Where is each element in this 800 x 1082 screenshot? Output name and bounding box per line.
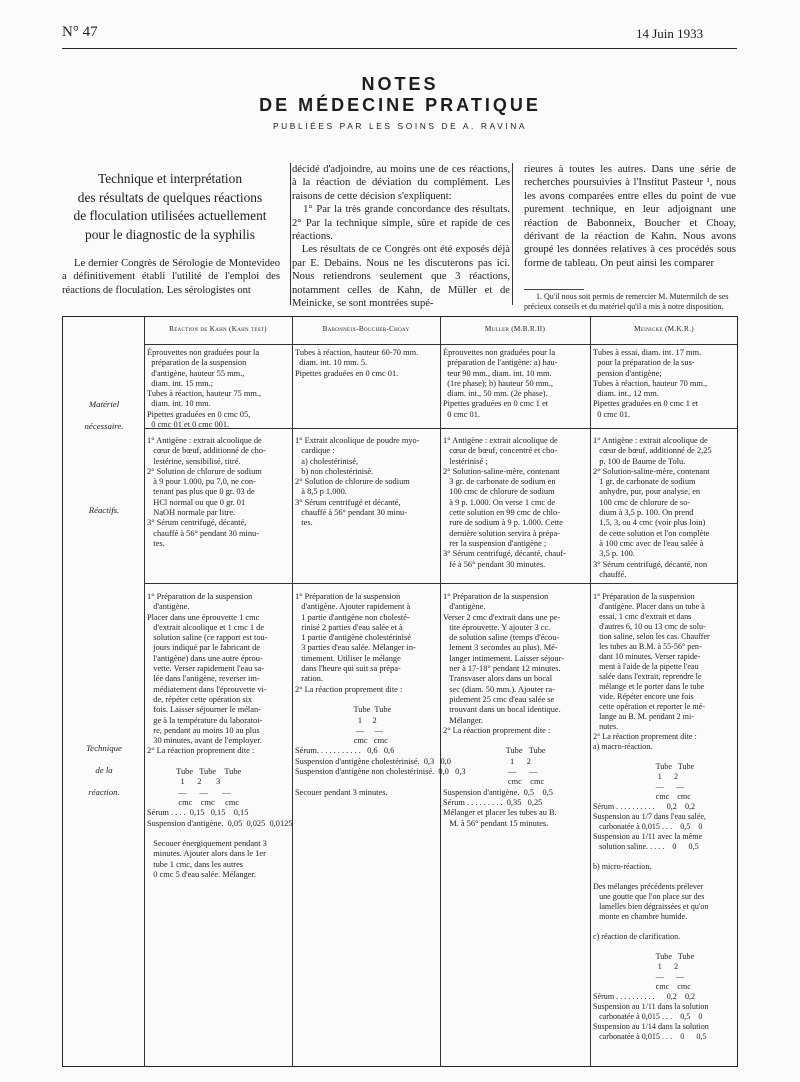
column-divider-1: [290, 163, 291, 305]
cell-technique-kahn: 1° Préparation de la suspension d'antigène. Placer dans une éprouvette 1 cmc d'extrait alcoolique et 1 cmc 1 de solution saline (ce rapport est tou- jours indiqué par le fabricant de l'antigène) dans une autre éprou- vette. Verser rapidement l'eau sa- lée dans l'antigène, reverser im- médiatement dans l'éprouvette vi- de, répéter cette opération six fois. Laisser séjourner le mélan- ge à la température du laboratoi- re, pendant au moins 10 au plus 30 minutes, avant de l'employer. 2° La réaction proprement dite : Tube Tube Tube 1 2 3 — — — cmc cmc cmc Sérum . . . . 0,15 0,15 0,15 Suspension d'antigène. 0,05 0,025 0,0125 Secouer énergiquement pendant 3 minutes. Ajouter alors dans le 1er tube 1 cmc, dans les autres 0 cmc 5 d'eau salée. Mélanger.: [147, 592, 293, 880]
header-kahn: Réaction de Kahn (Kahn test): [169, 325, 267, 333]
cell-materiel-muller: Éprouvettes non graduées pour la préparation de l'antigène: a) hau- teur 90 mm., diam. int. 10 mm. (1re phase); b) hauteur 50 mm., diam. int., 50 mm. (2e phase). Pipettes graduées en 0 cmc 1 et 0 cmc 01.: [443, 348, 558, 419]
cell-technique-meinicke: 1° Préparation de la suspension d'antigène. Placer dans un tube à essai, 1 cmc d'extrait et dans d'autres 6, 10 ou 13 cmc de solu- tion saline, selon les cas. Chauffer les tubes au B.M. à 55-56° pen- dant 10 minutes. Verser rapide- ment à l'aide de la pipette l'eau salée dans l'extrait, reprendre le mélange et le porter dans le tube vide. Répéter encore une fois cette opération et reporter le mé- lange au B. M. pendant 2 mi- nutes. 2° La réaction proprement dite : a) macro-réaction. Tube Tube 1 2 — — cmc cmc Sérum . . . . . . . . . . 0,2 0,2 Suspension au 1/7 dans l'eau salée, carbonatée à 0,015 . . . 0,5 0 Suspension au 1/11 avec la même solution saline. . . . . 0 0,5 b) micro-réaction. Des mélanges précédents prélever une goutte que l'on place sur des lamelles bien dégraissées et qu'on monte en chambre humide. c) réaction de clarification. Tube Tube 1 2 — — cmc cmc Sérum . . . . . . . . . . 0,2 0,2 Suspension au 1/11 dans la solution carbonatée à 0,015 . . . 0,5 0 Suspension au 1/14 dans la solution carbonatée à 0,015 . . . 0 0,5: [593, 592, 710, 1041]
masthead-subtitle: PUBLIÉES PAR LES SOINS DE A. RAVINA: [272, 121, 528, 131]
table-header-rule: [144, 344, 738, 345]
cell-reactifs-babonneix: 1° Extrait alcoolique de poudre myo- cardique : a) cholestérinisé, b) non cholestérinisé. 2° Solution de chlorure de sodium à 8,5 p 1.000. 3° Sérum centrifugé et décanté, chauffé à 56° pendant 30 minu- tes.: [295, 436, 420, 528]
article-column-3: rieures à toutes les autres. Dans une série de recherches poursuivies à l'Institut Pasteur ¹, nous les avons comparées entre elles du point de vue purement technique, en leur adjoignant une réaction de Babonneix, Boucher et Choay, dérivant de la réaction de Kahn. Nous avons groupé les données relatives à ces procédés sous forme de tableau. On peut ainsi les comparer: [524, 164, 736, 269]
header-meinicke: Meinicke (M.K.R.): [634, 325, 694, 333]
article-column-2: décidé d'adjoindre, au moins une de ces réactions, à la réaction de déviation du complément. Les raisons de cette décision s'expliquent: 1° Par la très grande concordance des résultats. 2° Par la technique simple, sûre et rapide de ces réactions. Les résultats de ce Congrès ont été exposés déjà par E. Debains. Nous ne les discuterons pas ici. Nous retiendrons seulement que 3 réactions, notamment celles de Kahn, de Müller et de Meinicke, se sont montrées supé-: [292, 164, 510, 310]
cell-materiel-meinicke: Tubes à essai, diam. int. 17 mm. pour la préparation de la sus- pension d'antigène; Tubes à réaction, hauteur 70 mm., diam. int., 12 mm. Pipettes graduées en 0 cmc 1 et 0 cmc 01.: [593, 348, 708, 419]
footnote-rule: [524, 289, 584, 290]
row-label-technique: Technique de la réaction.: [86, 743, 122, 797]
header-rule: [62, 48, 737, 49]
article-footnote: 1. Qu'il nous soit permis de remercier M. Mutermilch de ses précieux conseils et du matériel qu'il a mis à notre disposition.: [524, 292, 729, 311]
header-babonneix: Babonneix-Boucher-Choay: [322, 325, 410, 333]
table-row-rule-2: [144, 583, 738, 584]
article-title: Technique et interprétation des résultats de quelques réactions de floculation utilisées actuellement pour le diagnostic de la syphilis: [73, 171, 267, 242]
header-muller: Muller (M.B.R.II): [484, 325, 546, 333]
cell-technique-babonneix: 1° Préparation de la suspension d'antigène. Ajouter rapidement à 1 partie d'antigène non cholesté- rinisé 2 parties d'eau salée et à 1 partie d'antigène cholestérinisé 3 parties d'eau salée. Mélanger in- timement. Utiliser le mélange dans l'heure qui suit sa prépa- ration. 2° La réaction proprement dite : Tube Tube 1 2 — — cmc cmc Sérum. . . . . . . . . . . 0,6 0,6 Suspension d'antigène cholestérinisé. 0,3 0,0 Suspension d'antigène non cholestérinisé. 0,0 0,3 Secouer pendant 3 minutes.: [295, 592, 466, 797]
row-label-materiel: Matériel nécessaire.: [84, 399, 124, 431]
issue-number: N° 47: [62, 24, 98, 40]
masthead-title-line2: DE MÉDECINE PRATIQUE: [259, 95, 541, 115]
issue-date: 14 Juin 1933: [636, 26, 704, 41]
cell-reactifs-kahn: 1° Antigène : extrait alcoolique de cœur de bœuf, additionné de cho- lestérine, sensibilisé, titré. 2° Solution de chlorure de sodium à 9 pour 1.000, pu 7,0, ne con- tenant pas plus que 0 gr. 03 de HCl normal ou que 0 gr. 01 NaOH normale par litre. 3° Sérum centrifugé, décanté, chauffé à 56° pendant 30 minu- tes.: [147, 436, 266, 548]
article-column-1: Le dernier Congrès de Sérologie de Montevideo a définitivement établi l'utilité de l'emploi des réactions de floculation. Les sérologistes ont: [62, 258, 280, 296]
cell-reactifs-muller: 1° Antigène : extrait alcoolique de cœur de bœuf, concentré et cho- lestérinisé ; 2° Solution-saline-mère, contenant 3 gr. de carbonate de sodium en 100 cmc de chlorure de sodium à 9 p. 1.000. On verse 1 cmc de cette solution en 99 cmc de chlo- rure de sodium à 9 p. 1.000. Cette dernière solution servira à prépa- rer la suspension d'antigène ; 3° Sérum centrifugé, décanté, chauf- fé à 56° pendant 30 minutes.: [443, 436, 566, 569]
cell-reactifs-meinicke: 1° Antigène : extrait alcoolique de cœur de bœuf, additionné de 2,25 p. 100 de Baume de Tolu. 2° Solution-saline-mère, contenant 1 gr. de carbonate de sodium anhydre, pur, pour analyse, en 100 cmc de chlorure de so- dium à 3,5 p. 100. On prend 1,5, 3, ou 4 cmc (voir plus loin) de cette solution et l'on complète à 100 cmc avec de l'eau salée à 3,5 p. 100. 3° Sérum centrifugé, décanté, non chauffé.: [593, 436, 712, 579]
masthead-title-line1: NOTES: [361, 74, 439, 94]
cell-materiel-kahn: Éprouvettes non graduées pour la préparation de la suspension d'antigène, hauteur 55 mm., diam. int. 15 mm.; Tubes à réaction, hauteur 75 mm., diam. int. 10 mm. Pipettes graduées en 0 cmc 05, 0 cmc 01 et 0 cmc 001.: [147, 348, 262, 430]
cell-technique-muller: 1° Préparation de la suspension d'antigène. Verser 2 cmc d'extrait dans une pe- tite éprouvette. Y ajouter 3 cc. de solution saline (temps d'écou- lement 3 secondes au plus). Mé- langer intimement. Laisser séjour- ner à 17-18° pendant 12 minutes. Transvaser alors dans un bocal sec (diam. 50 mm.). Ajouter ra- pidement 25 cmc d'eau salée se trouvant dans un bocal identique. Mélanger. 2° La réaction proprement dite : Tube Tube 1 2 — — cmc cmc Suspension d'antigène. 0,5 0,5 Sérum . . . . . . . . . 0,35 0,25 Mélanger et placer les tubes au B. M. à 56° pendant 15 minutes.: [443, 592, 564, 828]
row-label-reactifs: Réactifs.: [88, 505, 120, 515]
cell-materiel-babonneix: Tubes à réaction, hauteur 60-70 mm. diam. int. 10 mm. 5. Pipettes graduées en 0 cmc 01.: [295, 348, 419, 378]
